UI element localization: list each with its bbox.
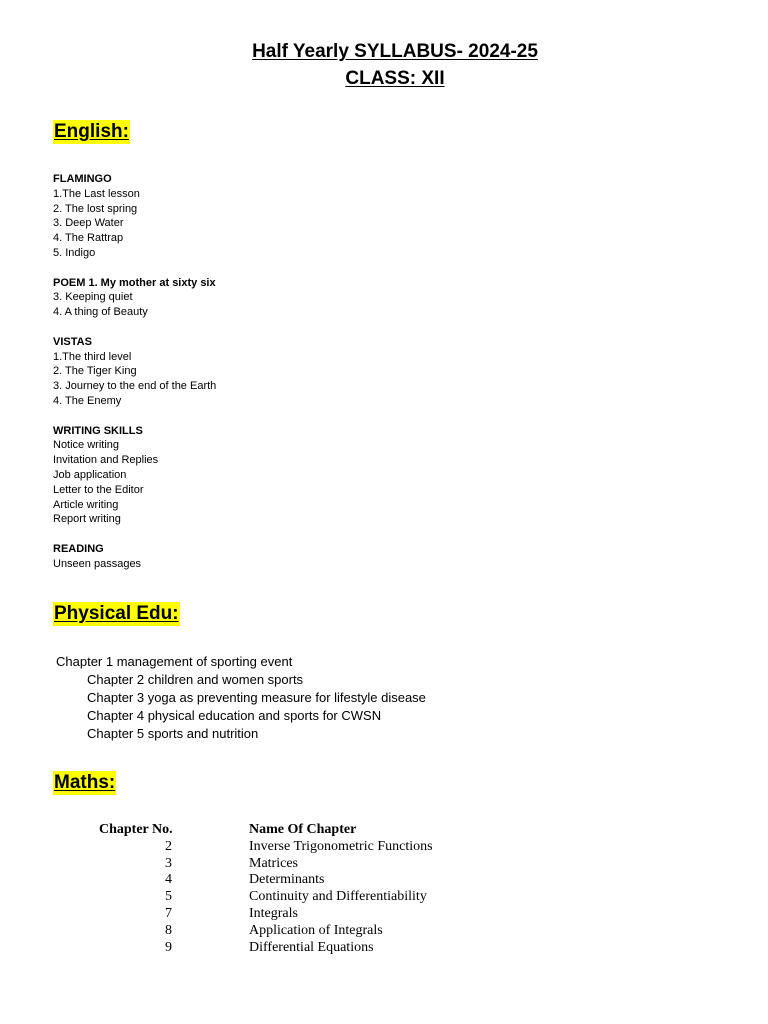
chapter-item: Chapter 5 sports and nutrition (87, 726, 259, 741)
list-item: 5. Indigo (53, 246, 96, 259)
spacer (53, 409, 216, 424)
chapter-item: Chapter 2 children and women sports (87, 672, 304, 687)
list-item: Notice writing (53, 439, 120, 452)
list-item: Unseen passages (53, 557, 142, 570)
chapter-no-cell: 2 (165, 838, 172, 854)
flamingo-label: FLAMINGO (53, 173, 112, 185)
list-item: 2. The lost spring (53, 202, 138, 215)
chapter-no-cell: 9 (165, 939, 172, 955)
chapter-item: Chapter 3 yoga as preventing measure for lifestyle disease (87, 690, 426, 705)
vistas-label: VISTAS (53, 335, 92, 348)
list-item: Article writing (53, 498, 119, 511)
chapter-name-cell: Continuity and Differentiability (249, 889, 427, 905)
physical-edu-heading: Physical Edu: (54, 603, 179, 624)
writing-skills-label: WRITING SKILLS (53, 424, 143, 437)
list-item: 4. A thing of Beauty (53, 306, 148, 319)
list-item: 3. Deep Water (53, 217, 124, 230)
table-row (88, 906, 433, 923)
chapter-no-cell: 4 (165, 872, 172, 888)
chapter-name-cell: Determinants (249, 872, 325, 888)
document-title: Half Yearly SYLLABUS- 2024-25 (252, 41, 538, 62)
spacer (53, 261, 216, 276)
table-row (88, 839, 433, 856)
maths-heading: Maths: (54, 772, 116, 793)
list-item: 2. The Tiger King (53, 365, 137, 378)
list-item: 4. The Enemy (53, 394, 122, 407)
chapter-name-cell: Inverse Trigonometric Functions (249, 838, 433, 854)
column-header-chapter-no: Chapter No. (99, 822, 173, 837)
reading-label: READING (53, 542, 104, 555)
table-row (88, 856, 433, 873)
list-item: Report writing (53, 513, 121, 526)
table-row (88, 872, 433, 889)
spacer (53, 527, 216, 542)
spacer (53, 320, 216, 335)
list-item: Job application (53, 468, 127, 481)
english-heading: English: (54, 121, 129, 142)
chapter-no-cell: 7 (165, 905, 172, 921)
list-item: 1.The Last lesson (53, 187, 140, 200)
english-section (53, 172, 216, 572)
list-item: Invitation and Replies (53, 454, 159, 467)
chapter-name-cell: Differential Equations (249, 939, 374, 955)
poem-label: POEM 1. My mother at sixty six (53, 276, 216, 289)
maths-chapter-table (88, 822, 433, 956)
table-header-row (88, 822, 433, 839)
table-row (88, 923, 433, 940)
class-title: CLASS: XII (345, 68, 445, 89)
list-item: 1.The third level (53, 350, 132, 363)
chapter-item: Chapter 4 physical education and sports for CWSN (87, 708, 382, 723)
chapter-no-cell: 8 (165, 922, 172, 938)
chapter-no-cell: 5 (165, 889, 172, 905)
chapter-name-cell: Matrices (249, 855, 298, 871)
table-row (88, 889, 433, 906)
list-item: Letter to the Editor (53, 483, 144, 496)
chapter-name-cell: Application of Integrals (249, 922, 383, 938)
physical-edu-chapters (56, 653, 426, 743)
column-header-chapter-name: Name Of Chapter (249, 822, 357, 837)
chapter-item: Chapter 1 management of sporting event (56, 654, 293, 669)
list-item: 3. Journey to the end of the Earth (53, 380, 217, 393)
table-row (88, 940, 433, 957)
chapter-name-cell: Integrals (249, 905, 298, 921)
list-item: 4. The Rattrap (53, 232, 124, 245)
list-item: 3. Keeping quiet (53, 291, 133, 304)
chapter-no-cell: 3 (165, 855, 172, 871)
